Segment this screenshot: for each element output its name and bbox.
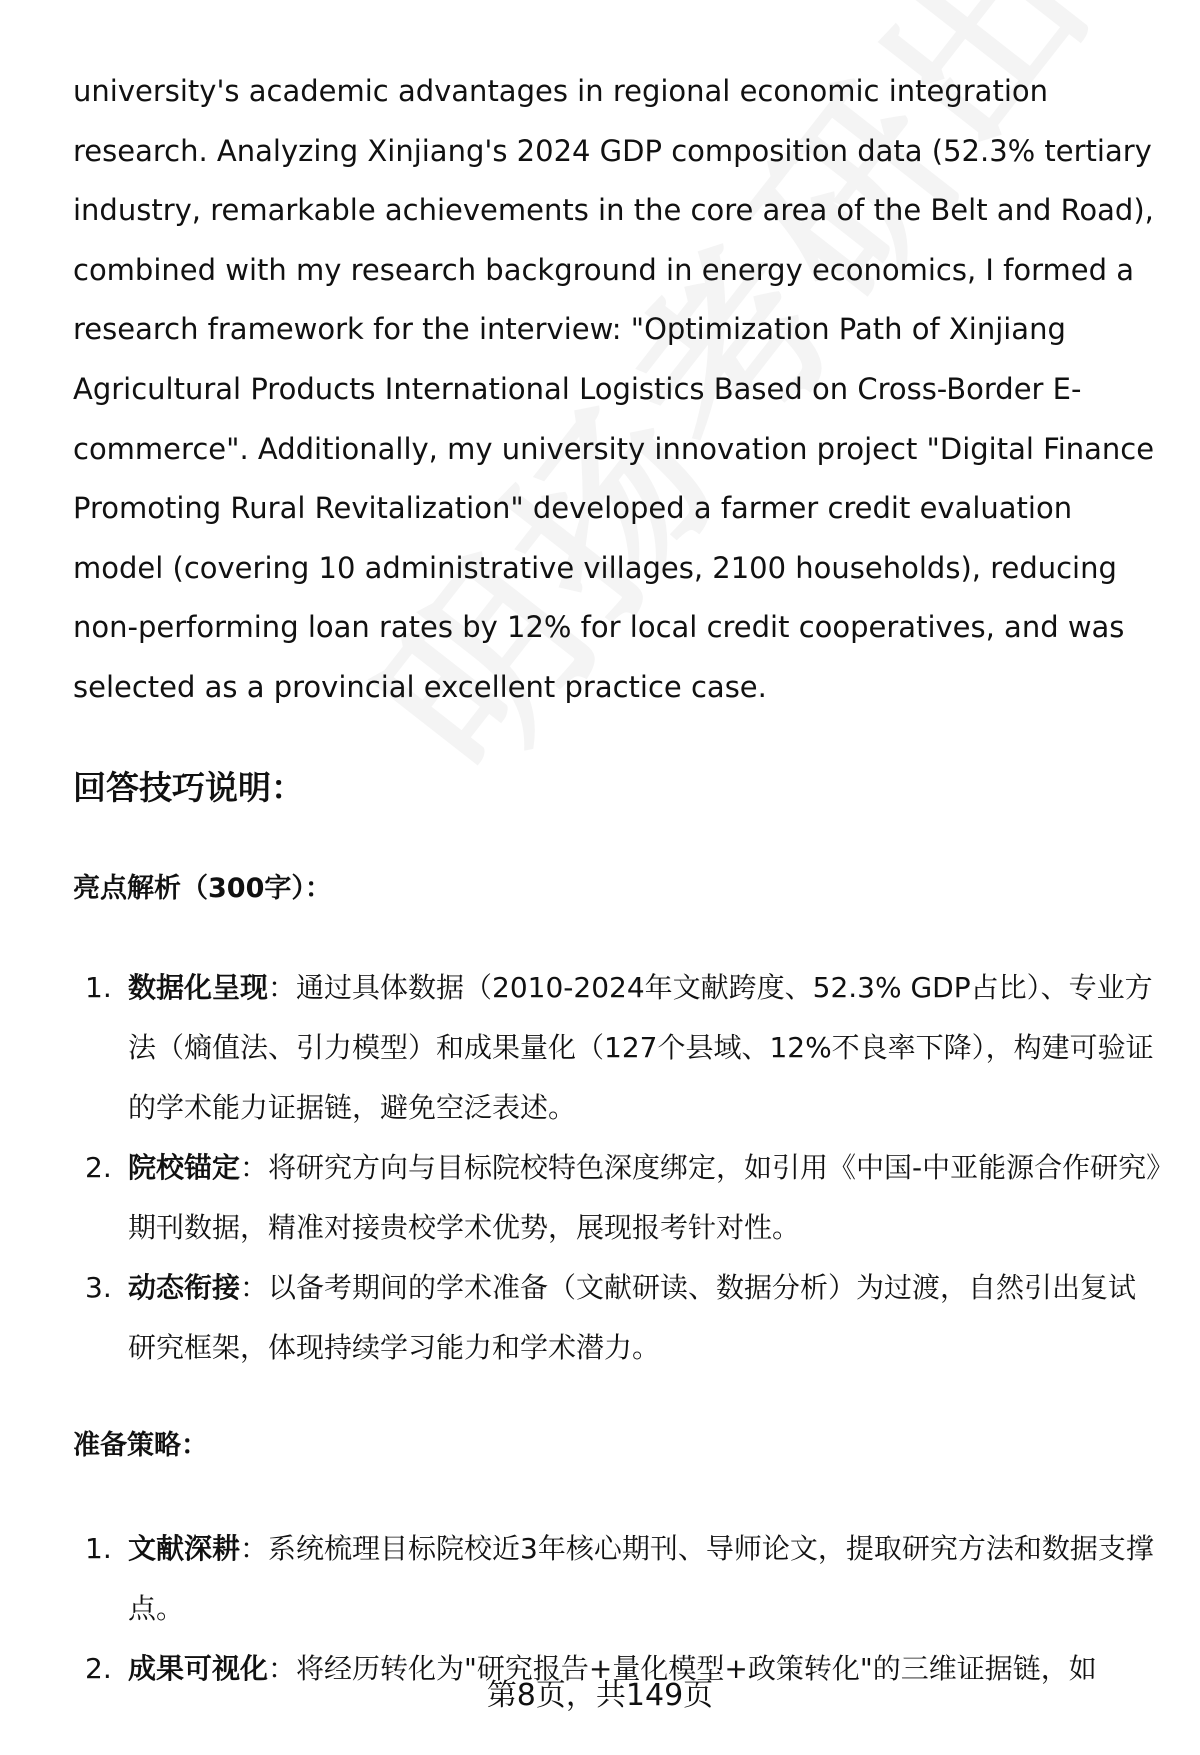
list-item	[73, 958, 1163, 1138]
list-text: ：以备考期间的学术准备（文献研读、数据分析）为过渡，自然引出复试研究框架，体现持续学习能力和学术潜力。	[128, 1271, 1137, 1364]
list-item	[73, 1258, 1163, 1378]
highlights-heading: 亮点解析（300字）：	[73, 873, 332, 904]
list-number: 3.	[85, 1271, 112, 1304]
list-item	[73, 1519, 1163, 1639]
list-text: ：将研究方向与目标院校特色深度绑定，如引用《中国-中亚能源合作研究》期刊数据，精准对接贵校学术优势，展现报考针对性。	[128, 1151, 1161, 1244]
list-term: 院校锚定	[128, 1151, 241, 1184]
list-text: ：将经历转化为"研究报告+量化模型+政策转化"的三维证据链，如	[268, 1652, 1097, 1685]
list-term: 成果可视化	[128, 1652, 269, 1685]
list-number: 1.	[85, 971, 112, 1004]
list-text: ：系统梳理目标院校近3年核心期刊、导师论文，提取研究方法和数据支撑点。	[128, 1532, 1154, 1625]
list-text: ：通过具体数据（2010-2024年文献跨度、52.3% GDP占比）、专业方法（熵值法、引力模型）和成果量化（127个县域、12%不良率下降），构建可验证的学术能力证据链，避免空泛表述。	[128, 971, 1154, 1124]
list-term: 动态衔接	[128, 1271, 241, 1304]
strategy-heading: 准备策略：	[73, 1430, 208, 1461]
list-number: 2.	[85, 1151, 112, 1184]
list-item	[73, 1138, 1163, 1258]
page-number-footer: 第8页，共149页	[486, 1678, 714, 1713]
list-number: 2.	[85, 1652, 112, 1685]
section-heading: 回答技巧说明：	[73, 768, 304, 807]
list-term: 数据化呈现	[128, 971, 269, 1004]
intro-paragraph: university's academic advantages in regional economic integration research. Analyzing Xinjiang's 2024 GDP composition data (52.3% tertiary industry, remarkable achievements in the core area of the Belt and Road), combined with my research background in energy economics, I formed a research framework for the interview: "Optimization Path of Xinjiang Agricultural Products International Logistics Based on Cross-Border E-commerce". Additionally, my university innovation project "Digital Finance Promoting Rural Revitalization" developed a farmer credit evaluation model (covering 10 administrative villages, 2100 households), reducing non-performing loan rates by 12% for local credit cooperatives, and was selected as a provincial excellent practice case.	[73, 74, 1155, 704]
list-number: 1.	[85, 1532, 112, 1565]
strategy-list	[73, 1519, 1163, 1699]
list-term: 文献深耕	[128, 1532, 241, 1565]
highlights-list	[73, 958, 1163, 1378]
